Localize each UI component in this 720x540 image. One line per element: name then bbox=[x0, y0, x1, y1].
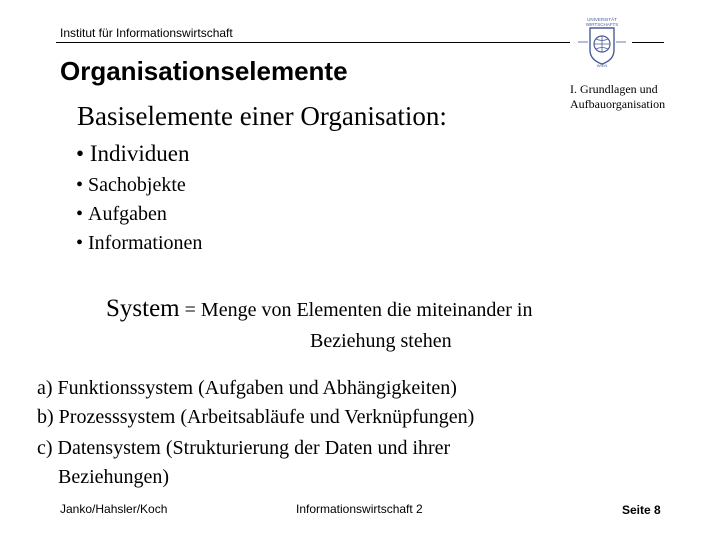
university-logo-icon bbox=[576, 14, 628, 68]
bullet-text: Sachobjekte bbox=[88, 174, 186, 196]
section-label-line-2: Aufbauorganisation bbox=[570, 97, 666, 111]
institute-name: Institut für Informationswirtschaft bbox=[60, 26, 233, 40]
logo-top-text: UNIVERSITÄT bbox=[587, 17, 617, 22]
logo-bottom-text: WIEN bbox=[596, 63, 608, 68]
bullet-item: • Individuen bbox=[76, 141, 190, 166]
system-term: System bbox=[106, 295, 180, 322]
bullet-text: Aufgaben bbox=[88, 203, 167, 225]
system-item: b) Prozesssystem (Arbeitsabläufe und Verknüpfungen) bbox=[37, 406, 475, 428]
footer-authors: Janko/Hahsler/Koch bbox=[60, 502, 168, 516]
footer-course: Informationswirtschaft 2 bbox=[296, 502, 423, 516]
system-item-continued: Beziehungen) bbox=[58, 466, 170, 488]
system-item: a) Funktionssystem (Aufgaben und Abhängigkeiten) bbox=[37, 377, 457, 399]
system-definition-text: = Menge von Elementen die miteinander in bbox=[179, 299, 533, 321]
section-label bbox=[570, 82, 700, 112]
bullet-text: Individuen bbox=[89, 141, 190, 166]
footer-page-number: Seite 8 bbox=[622, 503, 661, 517]
bullet-item: • Informationen bbox=[76, 232, 203, 254]
logo-mid-text: WIRTSCHAFTS bbox=[585, 22, 619, 27]
system-definition-continued: Beziehung stehen bbox=[310, 330, 452, 352]
header-rule-left bbox=[56, 42, 570, 43]
section-label-line-1: I. Grundlagen und bbox=[570, 82, 658, 96]
system-definition bbox=[106, 295, 532, 323]
bullet-item: • Sachobjekte bbox=[76, 174, 186, 196]
bullet-item: • Aufgaben bbox=[76, 203, 167, 225]
header-rule-right bbox=[632, 42, 664, 43]
system-item: c) Datensystem (Strukturierung der Daten und ihrer bbox=[37, 437, 451, 459]
subtitle: Basiselemente einer Organisation: bbox=[77, 101, 447, 131]
bullet-text: Informationen bbox=[88, 232, 203, 254]
slide-title: Organisationselemente bbox=[60, 56, 348, 86]
